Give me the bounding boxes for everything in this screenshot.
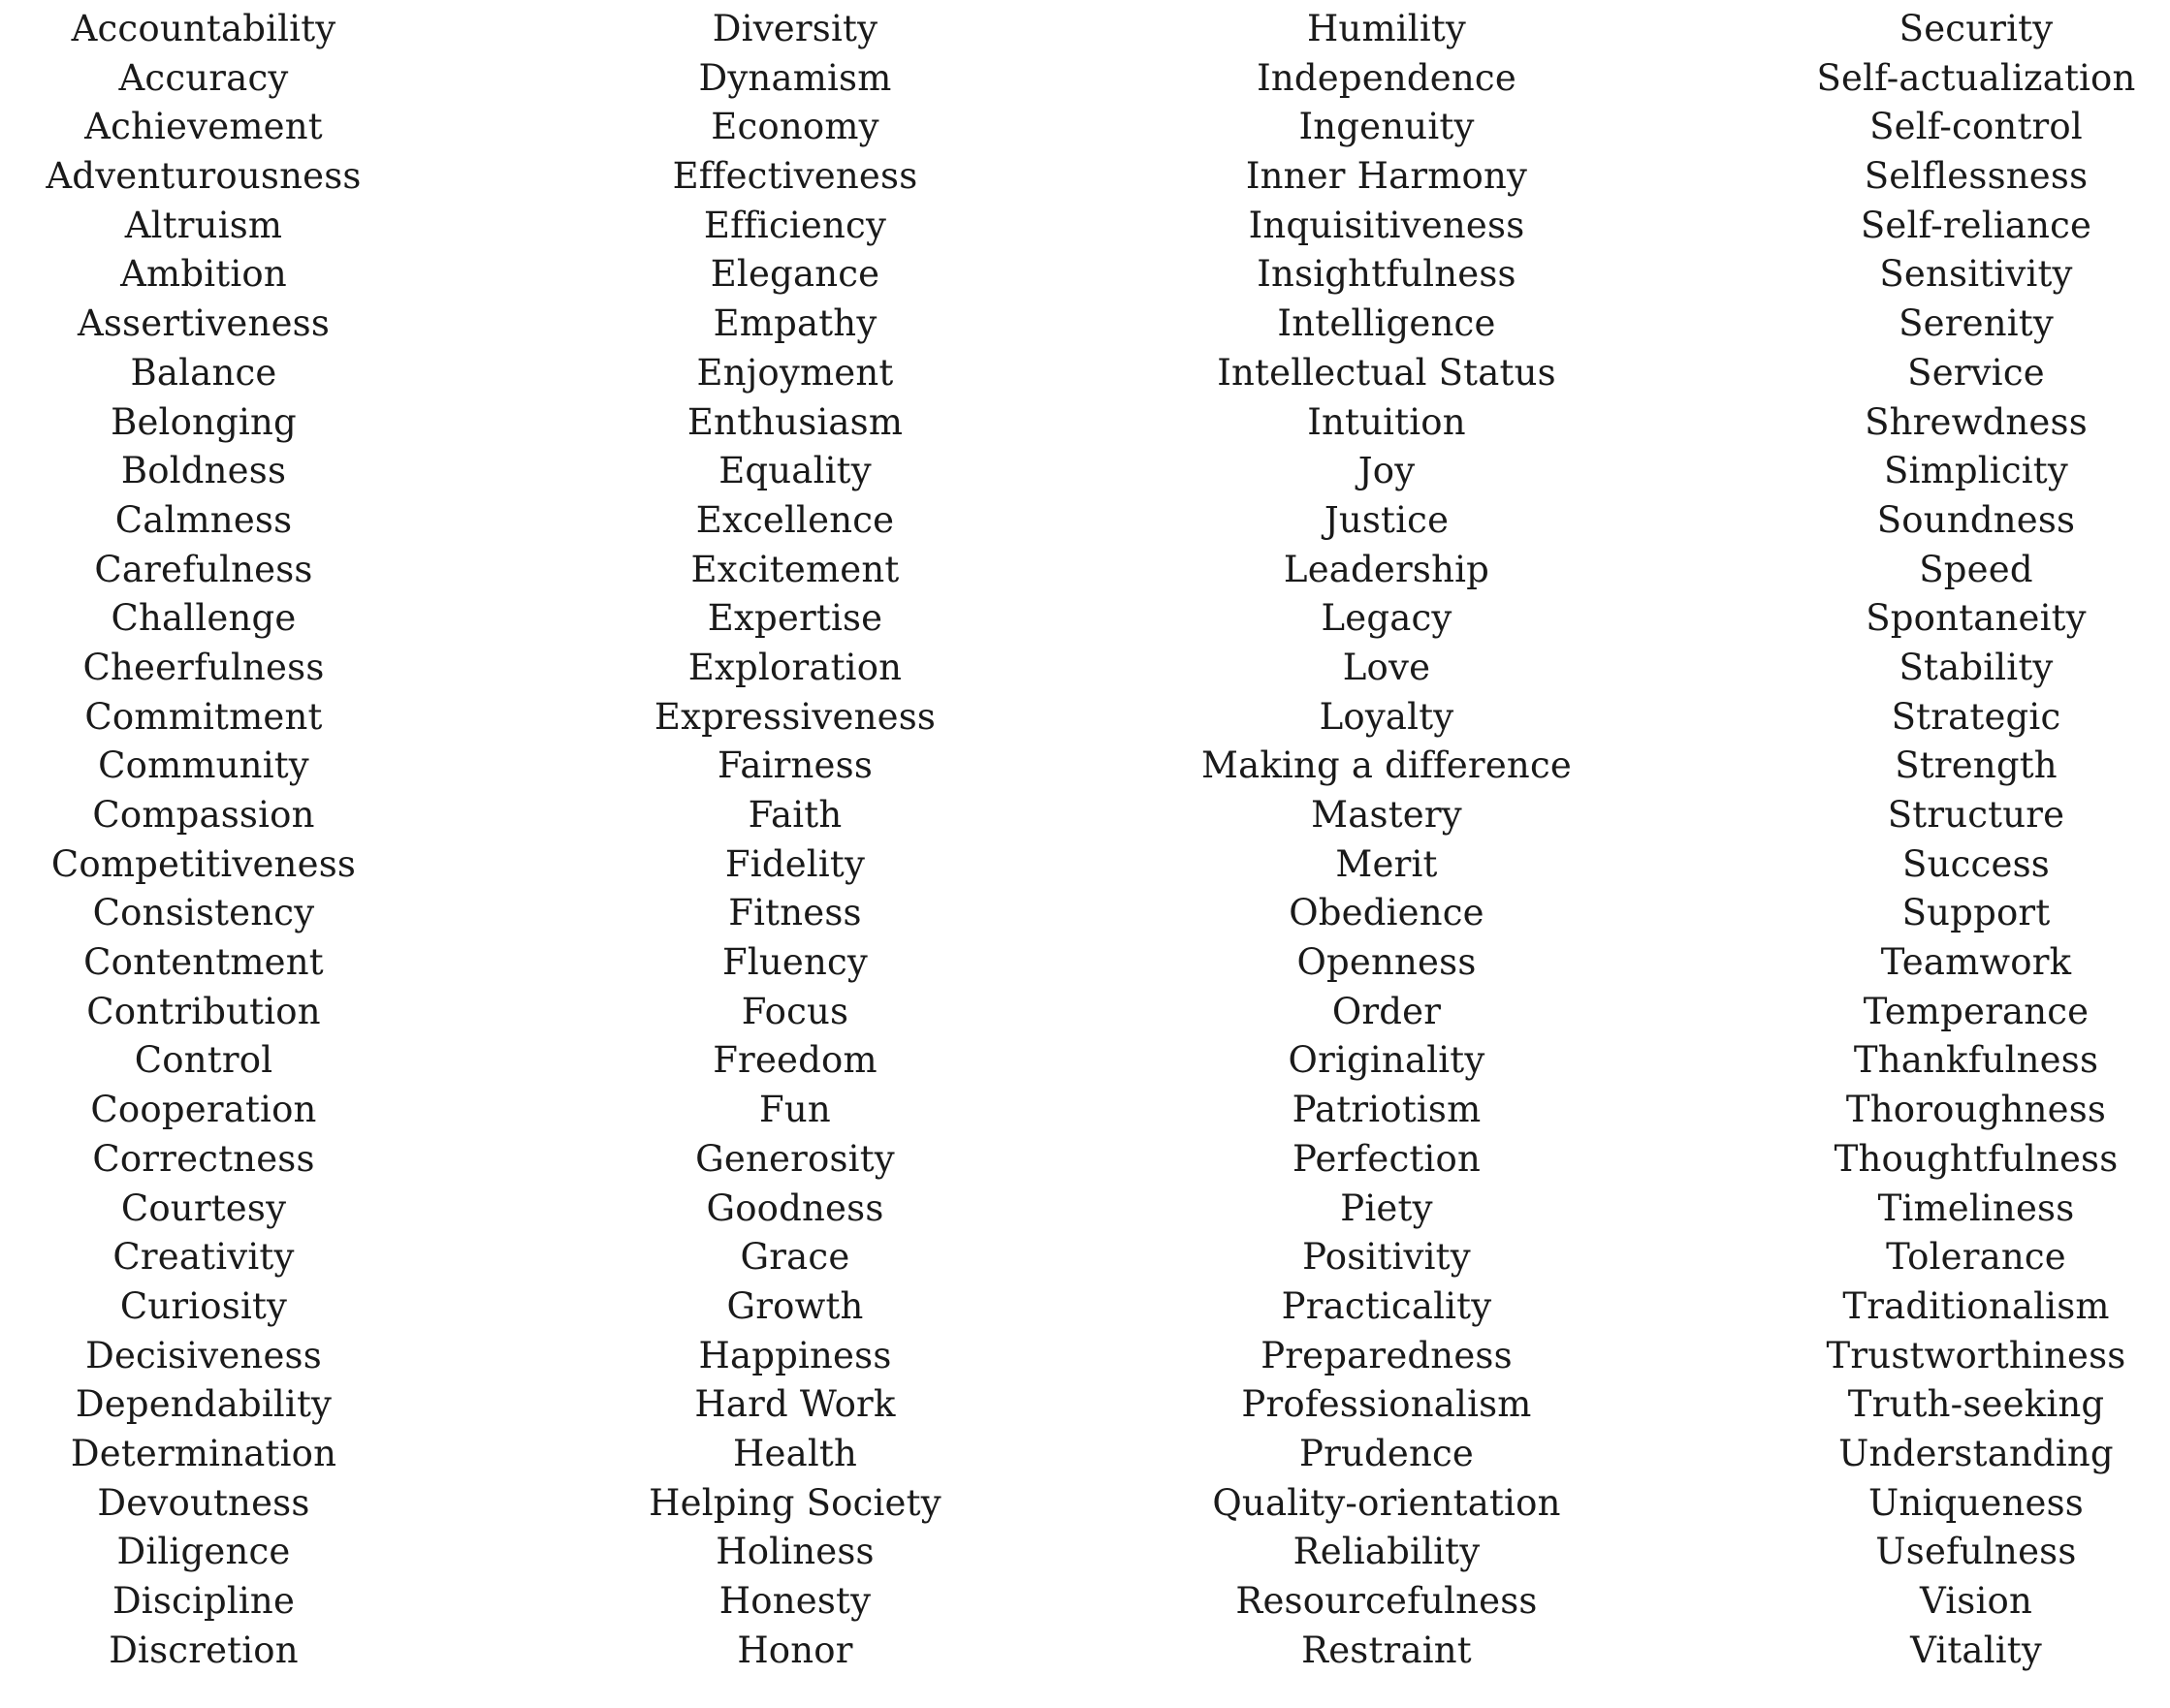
- value-word: Leadership: [1283, 548, 1490, 590]
- value-word: Honesty: [718, 1580, 872, 1622]
- value-word: Loyalty: [1319, 695, 1454, 738]
- value-word: Community: [98, 744, 309, 787]
- value-word: Intuition: [1307, 400, 1466, 443]
- value-word: Curiosity: [119, 1284, 288, 1327]
- value-word: Joy: [1357, 450, 1416, 492]
- value-word: Humility: [1306, 8, 1467, 49]
- value-word: Consistency: [92, 892, 315, 934]
- value-word: Boldness: [120, 450, 287, 492]
- value-word: Adventurousness: [46, 155, 362, 198]
- value-word: Intelligence: [1277, 302, 1496, 345]
- value-word: Equality: [718, 450, 872, 492]
- value-word: Ambition: [120, 253, 287, 296]
- value-word: Security: [1899, 8, 2054, 49]
- value-word: Contribution: [86, 990, 321, 1032]
- value-word: Commitment: [84, 695, 323, 738]
- value-word: Positivity: [1302, 1236, 1471, 1279]
- value-word: Inquisitiveness: [1248, 204, 1525, 246]
- value-word: Understanding: [1838, 1432, 2114, 1474]
- value-word: Selflessness: [1864, 155, 2089, 198]
- value-word: Uniqueness: [1868, 1481, 2084, 1524]
- value-word: Inner Harmony: [1245, 155, 1528, 198]
- value-word: Thoughtfulness: [1834, 1137, 2119, 1180]
- value-word: Resourcefulness: [1235, 1580, 1538, 1622]
- value-word: Altruism: [124, 204, 283, 246]
- value-word: Growth: [726, 1284, 864, 1327]
- value-word: Achievement: [84, 106, 323, 148]
- value-word: Goodness: [706, 1186, 884, 1229]
- value-word: Cheerfulness: [82, 646, 325, 688]
- value-word: Fun: [759, 1089, 831, 1131]
- value-word: Obedience: [1289, 892, 1484, 934]
- value-word: Making a difference: [1201, 744, 1572, 787]
- value-word: Openness: [1296, 941, 1477, 984]
- value-word: Sensitivity: [1879, 253, 2073, 296]
- value-word: Vitality: [1910, 1629, 2042, 1671]
- value-word: Control: [134, 1039, 273, 1082]
- value-word: Carefulness: [94, 548, 313, 590]
- value-word: Excitement: [690, 548, 900, 590]
- value-word: Accountability: [71, 8, 336, 49]
- value-word: Self-reliance: [1860, 204, 2092, 246]
- value-word: Independence: [1257, 56, 1516, 99]
- value-word: Fluency: [721, 941, 869, 984]
- value-word: Grace: [740, 1236, 850, 1279]
- value-word: Assertiveness: [77, 302, 331, 345]
- value-word: Merit: [1335, 842, 1438, 885]
- value-word: Love: [1342, 646, 1431, 688]
- value-word: Soundness: [1876, 498, 2076, 541]
- value-word: Contentment: [83, 941, 324, 984]
- value-word: Belonging: [111, 400, 297, 443]
- value-word: Insightfulness: [1257, 253, 1516, 296]
- value-word: Spontaneity: [1866, 597, 2087, 640]
- value-word: Enthusiasm: [686, 400, 904, 443]
- value-word: Legacy: [1321, 597, 1452, 640]
- value-word: Discretion: [109, 1629, 299, 1671]
- value-word: Excellence: [695, 498, 895, 541]
- value-word: Hard Work: [694, 1383, 896, 1426]
- value-word: Vision: [1919, 1580, 2033, 1622]
- value-word: Accuracy: [118, 56, 289, 99]
- value-word: Faith: [748, 794, 843, 836]
- value-word: Truth-seeking: [1847, 1383, 2105, 1426]
- value-word: Shrewdness: [1865, 400, 2088, 443]
- value-word: Courtesy: [120, 1186, 287, 1229]
- value-word: Fairness: [717, 744, 874, 787]
- value-word: Tolerance: [1886, 1236, 2066, 1279]
- value-word: Balance: [130, 351, 277, 394]
- value-word: Reliability: [1292, 1531, 1481, 1573]
- value-word: Empathy: [713, 302, 878, 345]
- value-word: Competitiveness: [50, 842, 357, 885]
- value-word: Thoroughness: [1845, 1089, 2107, 1131]
- value-word: Quality-orientation: [1212, 1481, 1561, 1524]
- values-column-4: [1753, 5, 2170, 1675]
- value-word: Helping Society: [649, 1481, 941, 1524]
- value-word: Dynamism: [698, 56, 892, 99]
- value-word: Practicality: [1281, 1284, 1492, 1327]
- value-word: Stability: [1899, 646, 2054, 688]
- value-word: Cooperation: [90, 1089, 317, 1131]
- value-word: Correctness: [92, 1137, 315, 1180]
- value-word: Piety: [1340, 1186, 1433, 1229]
- value-word: Elegance: [710, 253, 880, 296]
- value-word: Exploration: [687, 646, 903, 688]
- value-word: Generosity: [695, 1137, 895, 1180]
- value-word: Discipline: [112, 1580, 296, 1622]
- value-word: Speed: [1919, 548, 2033, 590]
- value-word: Preparedness: [1261, 1334, 1513, 1376]
- value-word: Usefulness: [1875, 1531, 2077, 1573]
- value-word: Decisiveness: [85, 1334, 322, 1376]
- value-word: Honor: [737, 1629, 853, 1671]
- value-word: Self-control: [1869, 106, 2083, 148]
- value-word: Trustworthiness: [1826, 1334, 2126, 1376]
- values-column-1: [0, 5, 427, 1675]
- value-word: Effectiveness: [672, 155, 918, 198]
- value-word: Fidelity: [724, 842, 866, 885]
- value-word: Holiness: [716, 1531, 875, 1573]
- value-word: Structure: [1887, 794, 2065, 836]
- value-word: Serenity: [1899, 302, 2054, 345]
- value-word: Dependability: [75, 1383, 333, 1426]
- value-word: Happiness: [698, 1334, 892, 1376]
- value-word: Strength: [1895, 744, 2058, 787]
- values-column-3: [1164, 5, 1610, 1675]
- value-word: Diligence: [116, 1531, 291, 1573]
- value-word: Efficiency: [703, 204, 887, 246]
- value-word: Timeliness: [1877, 1186, 2075, 1229]
- value-word: Creativity: [112, 1236, 295, 1279]
- value-word: Determination: [70, 1432, 337, 1474]
- value-word: Thankfulness: [1853, 1039, 2099, 1082]
- value-word: Order: [1331, 990, 1442, 1032]
- value-word: Devoutness: [97, 1481, 310, 1524]
- value-word: Originality: [1288, 1039, 1485, 1082]
- value-word: Support: [1901, 892, 2051, 934]
- value-word: Mastery: [1311, 794, 1462, 836]
- value-word: Patriotism: [1292, 1089, 1482, 1131]
- value-word: Fitness: [728, 892, 862, 934]
- value-word: Professionalism: [1241, 1383, 1532, 1426]
- value-word: Strategic: [1891, 695, 2061, 738]
- value-word: Ingenuity: [1298, 106, 1475, 148]
- value-word: Calmness: [114, 498, 293, 541]
- value-word: Expertise: [707, 597, 883, 640]
- value-word: Focus: [741, 990, 849, 1032]
- value-word: Diversity: [712, 8, 878, 49]
- value-word: Perfection: [1292, 1137, 1481, 1180]
- value-word: Health: [733, 1432, 857, 1474]
- values-column-2: [572, 5, 1018, 1675]
- value-word: Challenge: [111, 597, 297, 640]
- value-word: Enjoyment: [696, 351, 894, 394]
- value-word: Self-actualization: [1816, 56, 2136, 99]
- value-word: Economy: [711, 106, 879, 148]
- value-word: Justice: [1324, 498, 1450, 541]
- value-word: Service: [1907, 351, 2045, 394]
- value-word: Success: [1902, 842, 2050, 885]
- value-word: Traditionalism: [1842, 1284, 2110, 1327]
- value-word: Teamwork: [1880, 941, 2072, 984]
- value-word: Intellectual Status: [1217, 351, 1556, 394]
- value-word: Expressiveness: [654, 695, 937, 738]
- value-word: Temperance: [1863, 990, 2090, 1032]
- value-word: Freedom: [713, 1039, 878, 1082]
- values-word-list: [0, 5, 2170, 1672]
- value-word: Prudence: [1298, 1432, 1475, 1474]
- value-word: Restraint: [1301, 1629, 1472, 1671]
- value-word: Simplicity: [1884, 450, 2068, 492]
- value-word: Compassion: [92, 794, 315, 836]
